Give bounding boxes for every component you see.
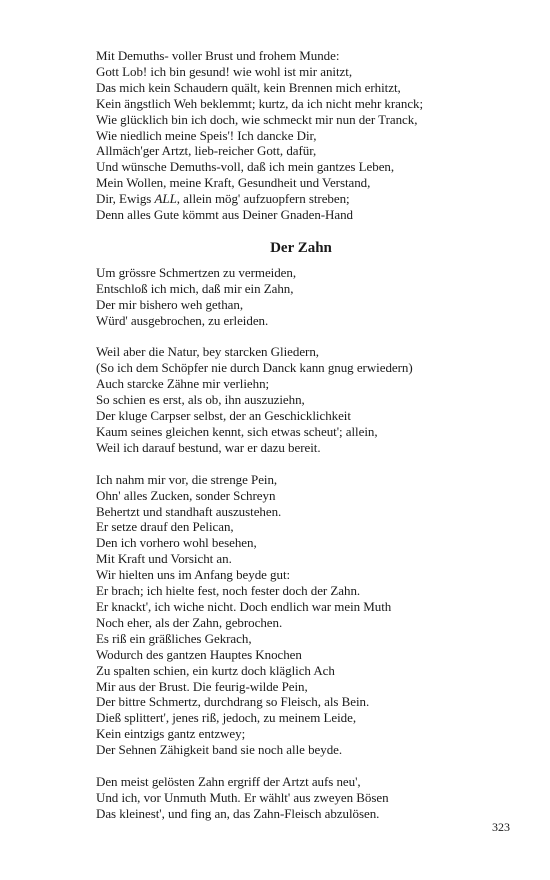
verse-line: Und ich, vor Unmuth Muth. Er wählt' aus zweyen Bösen <box>96 789 389 805</box>
verse-line: Das mich kein Schaudern quält, kein Brennen mich erhitzt, <box>96 79 401 95</box>
stanza <box>96 774 516 822</box>
verse-line: Auch starcke Zähne mir verliehn; <box>96 376 270 392</box>
verse-line: Ohn' alles Zucken, sonder Schreyn <box>96 487 276 503</box>
verse-line: Um grössre Schmertzen zu vermeiden, <box>96 264 297 280</box>
verse-line: Dieß splittert', jenes riß, jedoch, zu meinem Leide, <box>96 710 357 726</box>
verse-line: Mein Wollen, meine Kraft, Gesundheit und Verstand, <box>96 175 371 191</box>
verse-line: Den ich vorhero wohl besehen, <box>96 535 257 551</box>
verse-line: Er setze drauf den Pelican, <box>96 519 234 535</box>
verse-line: Kein eintzigs gantz entzwey; <box>96 726 246 742</box>
verse-line: Der bittre Schmertz, durchdrang so Fleisch, als Bein. <box>96 694 370 710</box>
poem-body <box>96 265 516 822</box>
stanza <box>96 344 516 455</box>
verse-line: Würd' ausgebrochen, zu erleiden. <box>96 312 269 328</box>
verse-italic-fragment: ALL <box>154 191 177 207</box>
verse-line: (So ich dem Schöpfer nie durch Danck kann gnug erwiedern) <box>96 360 413 376</box>
verse-line: So schien es erst, als ob, ihn auszuziehn, <box>96 392 305 408</box>
verse-line: Kaum seines gleichen kennt, sich etwas scheut'; allein, <box>96 424 378 440</box>
verse-line: Noch eher, als der Zahn, gebrochen. <box>96 614 283 630</box>
verse-line: Mit Demuths- voller Brust und frohem Munde: <box>96 48 340 63</box>
verse-line: Behertzt und standhaft auszustehen. <box>96 503 282 519</box>
verse-line: Er brach; ich hielte fest, noch fester doch der Zahn. <box>96 583 361 599</box>
intro-stanza <box>96 48 516 223</box>
verse-line: Wie glücklich bin ich doch, wie schmeckt mir nun der Tranck, <box>96 111 418 127</box>
verse-line: Ich nahm mir vor, die strenge Pein, <box>96 471 278 487</box>
verse-line: Das kleinest', und fing an, das Zahn-Fleisch abzulösen. <box>96 805 380 821</box>
verse-line: Mit Kraft und Vorsicht an. <box>96 551 232 567</box>
verse-line: Mir aus der Brust. Die feurig-wilde Pein, <box>96 678 308 694</box>
verse-line: Den meist gelösten Zahn ergriff der Artzt aufs neu', <box>96 773 361 789</box>
page-number: 323 <box>492 820 510 834</box>
verse-line: Entschloß ich mich, daß mir ein Zahn, <box>96 280 294 296</box>
verse-line: Kein ängstlich Weh beklemmt; kurtz, da ich nicht mehr kranck; <box>96 95 424 111</box>
verse-line: Gott Lob! ich bin gesund! wie wohl ist mir anitzt, <box>96 63 353 79</box>
verse-line: Der mir bishero weh gethan, <box>96 296 244 312</box>
stanza <box>96 265 516 329</box>
verse-line: Der Sehnen Zähigkeit band sie noch alle beyde. <box>96 742 343 758</box>
verse-line: Weil aber die Natur, bey starcken Gliedern, <box>96 344 319 360</box>
stanza <box>96 472 516 758</box>
verse-line: Der kluge Carpser selbst, der an Geschicklichkeit <box>96 408 351 424</box>
verse-line: Und wünsche Demuths-voll, daß ich mein gantzes Leben, <box>96 159 395 175</box>
verse-line: Wodurch des gantzen Hauptes Knochen <box>96 646 302 662</box>
verse-line: Zu spalten schien, ein kurtz doch kläglich Ach <box>96 662 335 678</box>
page-body <box>96 48 516 822</box>
verse-line: Allmäch'ger Artzt, lieb-reicher Gott, dafür, <box>96 143 317 159</box>
verse-line: Er knackt', ich wiche nicht. Doch endlich war mein Muth <box>96 598 392 614</box>
verse-line: Denn alles Gute kömmt aus Deiner Gnaden-Hand <box>96 207 354 223</box>
verse-line: Weil ich darauf bestund, war er dazu bereit. <box>96 439 321 455</box>
verse-fragment: , allein mög' aufzuopfern streben; <box>176 191 350 207</box>
verse-line: Es riß ein gräßliches Gekrach, <box>96 630 252 646</box>
verse-fragment: Dir, Ewigs <box>96 191 155 207</box>
poem-title: Der Zahn <box>270 239 332 256</box>
verse-line: Wir hielten uns im Anfang beyde gut: <box>96 567 291 583</box>
verse-line <box>96 191 516 207</box>
verse-line: Wie niedlich meine Speis'! Ich dancke Dir, <box>96 127 317 143</box>
